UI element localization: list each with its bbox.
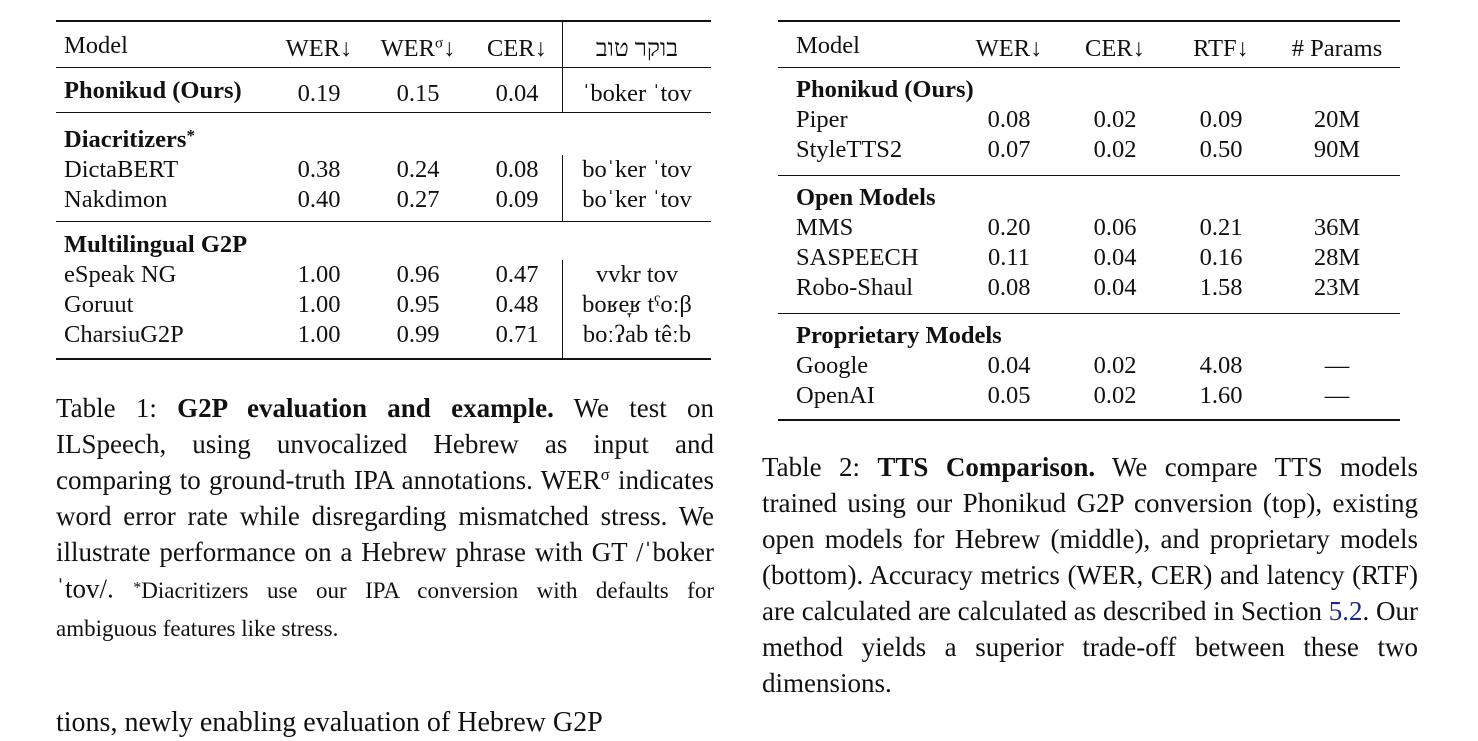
t1-ours-cer: 0.04 [495,80,539,107]
caption-2-body: We compare TTS models trained using our Phonikud G2P conversion (top), existing open models for Hebrew (middle), and proprietary models (bottom). Accuracy metrics (WER, CER) and latency (RTF) are calculated are calculated as described in Section [762,452,1418,626]
t1-multilingual-heading: Multilingual G2P [64,231,248,258]
table-row [778,273,1400,314]
t1-cell: 0.38 [297,156,341,183]
t2-cell: 36M [1313,214,1361,241]
t2-cell: 0.50 [1199,136,1243,163]
t2-header-model: Model [796,32,860,59]
t2-cell: 0.02 [1093,382,1137,409]
t2-cell: StyleTTS2 [796,136,903,163]
t1-cell: 0.08 [495,156,539,183]
t1-header-example: בוקר טוב [563,21,712,68]
t2-cell: 0.02 [1093,136,1137,163]
t2-cell: MMS [796,214,854,241]
body-text-line: tions, newly enabling evaluation of Hebrew G2P [56,707,603,738]
t1-header-model: Model [64,32,128,59]
t1-footnote-mark: * [186,126,196,145]
t2-cell: 0.06 [1093,214,1137,241]
t1-cell: 0.95 [396,291,440,318]
t2-cell: — [1324,352,1350,379]
t2-cell: 20M [1313,106,1361,133]
t1-header-wer: WER↓ [285,35,353,62]
t1-cell: boʁe̞ʁ tˤoːβ [563,290,712,320]
t1-cell: boˈker ˈtov [563,155,712,185]
caption-1-body-2: indicates word error rate while disregarding mismatched stress. We illustrate performance on a Hebrew phrase with GT /ˈboker ˈtov/. [56,465,714,604]
t1-cell: 0.40 [297,186,341,213]
t2-cell: 0.20 [987,214,1031,241]
t1-header-wer-sigma: $WER^\sigma↓$ [380,34,456,62]
t2-cell: 0.05 [987,382,1031,409]
t1-cell: 0.71 [495,321,539,348]
caption-1-title: G2P evaluation and example. [177,393,554,423]
table-1-caption [56,390,714,647]
t2-cell: 0.08 [987,274,1031,301]
table-row [56,320,711,359]
t1-cell: boːʔab têːb [563,320,712,359]
t1-cell: 0.48 [495,291,539,318]
t2-cell: 1.58 [1199,274,1243,301]
caption-1-footnote-mark: * [133,579,142,596]
table-row [778,381,1400,420]
t2-cell: OpenAI [796,382,875,409]
t2-cell: 0.04 [1093,274,1137,301]
t1-cell: 1.00 [297,261,341,288]
table-row [56,260,711,290]
table-row [56,185,711,222]
t1-ours-wer: 0.19 [297,80,341,107]
t2-group-heading [778,68,1400,106]
t1-cell: 0.96 [396,261,440,288]
t1-ours-example: ˈboker ˈtov [563,68,712,113]
table-row [56,290,711,320]
t1-cell: 1.00 [297,321,341,348]
table-row [778,213,1400,243]
t2-group-heading [778,314,1400,352]
table-row [56,68,711,113]
t2-cell: 4.08 [1199,352,1243,379]
t1-cell: Goruut [64,291,134,318]
t2-header-params: # Params [1291,35,1383,62]
t1-cell: 0.47 [495,261,539,288]
t2-group-heading [778,176,1400,214]
caption-1-footnote: Diacritizers use our IPA conversion with defaults for ambiguous features like stress. [56,577,714,641]
caption-1-body: We test on ILSpeech, using unvocalized Hebrew as input and comparing to ground-truth IPA annotations. WER [56,393,715,495]
t1-diacritizers-heading: Diacritizers [64,126,187,153]
t2-cell: 0.21 [1199,214,1243,241]
t1-header-cer: CER↓ [487,35,547,62]
caption-1-label: Table 1: [56,393,157,423]
t1-cell: Nakdimon [64,186,168,213]
t1-cell: DictaBERT [64,156,179,183]
table-row [56,155,711,185]
t2-cell: 0.04 [1093,244,1137,271]
t2-cell: 28M [1313,244,1361,271]
t1-cell: 0.24 [396,156,440,183]
t1-cell: eSpeak NG [64,261,177,288]
t2-cell: SASPEECH [796,244,919,271]
t2-header-wer: WER↓ [975,35,1043,62]
table-1 [56,20,711,360]
t2-group-heading-proprietary: Proprietary Models [796,322,1002,349]
table-row [778,351,1400,381]
t2-cell: — [1324,382,1350,409]
t2-cell: Piper [796,106,848,133]
t2-cell: 0.02 [1093,352,1137,379]
t2-cell: 90M [1313,136,1361,163]
table-row [778,243,1400,273]
t2-cell: 1.60 [1199,382,1243,409]
caption-2-body-2: . Our method yields a superior trade-off between these two dimensions. [762,596,1418,698]
t1-cell: boˈker ˈtov [563,185,712,222]
t1-group-heading [56,222,711,261]
t2-cell: 0.02 [1093,106,1137,133]
t2-cell: 0.04 [987,352,1031,379]
t1-cell: 0.99 [396,321,440,348]
t2-cell: 23M [1313,274,1361,301]
t2-cell: 0.11 [988,244,1030,271]
t2-header-rtf: RTF↓ [1193,35,1249,62]
t2-group-heading-ours: Phonikud (Ours) [796,76,974,103]
caption-2-title: TTS Comparison. [877,452,1096,482]
caption-2-label: Table 2: [762,452,860,482]
t2-cell: 0.07 [987,136,1031,163]
table-2 [778,20,1400,421]
t1-cell: 1.00 [297,291,341,318]
t2-cell: Robo-Shaul [796,274,914,301]
table-2-caption [762,449,1418,701]
section-link[interactable]: 5.2 [1328,596,1363,626]
table-row [778,135,1400,176]
t2-header-cer: CER↓ [1085,35,1145,62]
t1-group-heading [56,113,711,156]
t1-cell: CharsiuG2P [64,321,184,348]
t2-group-heading-open: Open Models [796,184,936,211]
table-row [778,105,1400,135]
t2-cell: 0.08 [987,106,1031,133]
t1-cell: vvkr tov [563,260,712,290]
t1-cell: 0.09 [495,186,539,213]
t2-cell: Google [796,352,869,379]
t1-ours-model: Phonikud (Ours) [64,77,242,104]
t1-cell: 0.27 [396,186,440,213]
t2-cell: 0.09 [1199,106,1243,133]
t2-cell: 0.16 [1199,244,1243,271]
caption-1-sigma: σ [600,464,610,484]
t1-ours-wer-sigma: 0.15 [396,80,440,107]
